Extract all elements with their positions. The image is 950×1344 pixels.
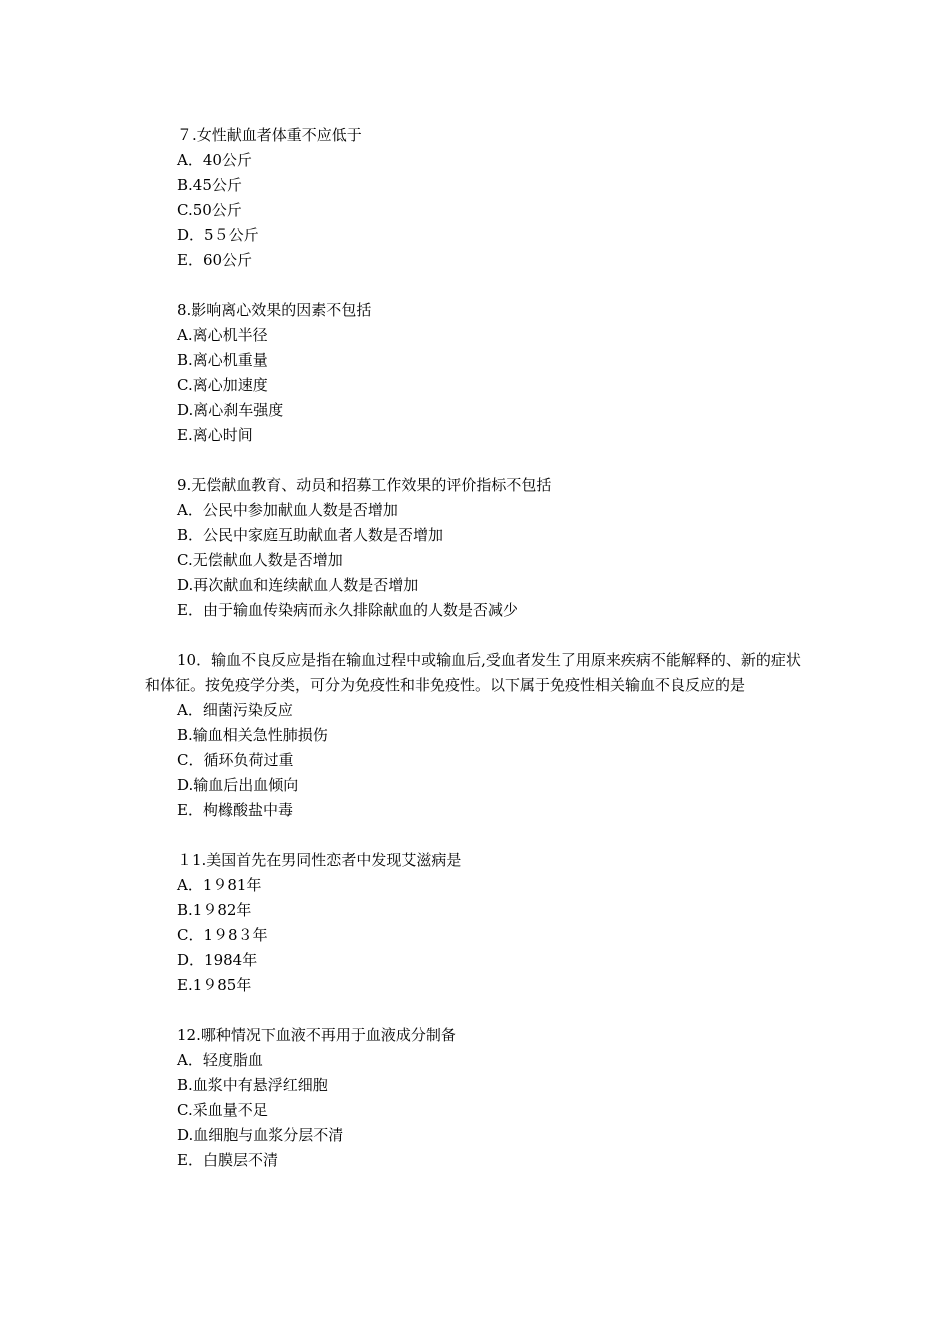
option-b: B.血浆中有悬浮红细胞 bbox=[177, 1076, 328, 1094]
option-b: B.45公斤 bbox=[177, 176, 242, 194]
question-9 bbox=[145, 473, 820, 623]
question-list bbox=[145, 123, 820, 1198]
option-c: C.采血量不足 bbox=[177, 1101, 268, 1119]
question-7 bbox=[145, 123, 820, 273]
option-e: E．白膜层不清 bbox=[177, 1151, 278, 1169]
option-d: D.离心刹车强度 bbox=[177, 401, 284, 419]
option-c: C．1９8３年 bbox=[177, 926, 268, 944]
option-e: E．由于输血传染病而永久排除献血的人数是否减少 bbox=[177, 601, 518, 619]
question-stem: 10．输血不良反应是指在输血过程中或输血后,受血者发生了用原来疾病不能解释的、新的症状和体征。按免疫学分类，可分为免疫性和非免疫性。以下属于免疫性相关输血不良反应的是 bbox=[145, 651, 801, 694]
option-b: B.输血相关急性肺损伤 bbox=[177, 726, 328, 744]
option-e: E．枸橼酸盐中毒 bbox=[177, 801, 293, 819]
question-stem: ７.女性献血者体重不应低于 bbox=[177, 126, 362, 144]
option-a: A．40公斤 bbox=[177, 151, 252, 169]
question-stem: 12.哪种情况下血液不再用于血液成分制备 bbox=[177, 1026, 456, 1044]
option-e: E.离心时间 bbox=[177, 426, 253, 444]
option-a: A．1９81年 bbox=[177, 876, 262, 894]
option-a: A．细菌污染反应 bbox=[177, 701, 293, 719]
option-d: D.血细胞与血浆分层不清 bbox=[177, 1126, 344, 1144]
question-stem: 9.无偿献血教育、动员和招募工作效果的评价指标不包括 bbox=[177, 476, 552, 494]
option-d: D.输血后出血倾向 bbox=[177, 776, 299, 794]
option-b: B.1９82年 bbox=[177, 901, 252, 919]
option-e: E．60公斤 bbox=[177, 251, 253, 269]
question-8 bbox=[145, 298, 820, 448]
option-c: C.无偿献血人数是否增加 bbox=[177, 551, 343, 569]
option-b: B.离心机重量 bbox=[177, 351, 268, 369]
option-c: C.50公斤 bbox=[177, 201, 242, 219]
question-stem: １1.美国首先在男同性恋者中发现艾滋病是 bbox=[177, 851, 462, 869]
option-d: D.再次献血和连续献血人数是否增加 bbox=[177, 576, 419, 594]
question-12 bbox=[145, 1023, 820, 1173]
option-d: D．5５公斤 bbox=[177, 226, 259, 244]
question-stem: 8.影响离心效果的因素不包括 bbox=[177, 301, 372, 319]
question-10 bbox=[145, 648, 820, 823]
option-a: A．公民中参加献血人数是否增加 bbox=[177, 501, 398, 519]
option-a: A.离心机半径 bbox=[177, 326, 268, 344]
option-b: B．公民中家庭互助献血者人数是否增加 bbox=[177, 526, 444, 544]
option-a: A．轻度脂血 bbox=[177, 1051, 263, 1069]
option-e: E.1９85年 bbox=[177, 976, 252, 994]
option-c: C．循环负荷过重 bbox=[177, 751, 294, 769]
option-d: D．1984年 bbox=[177, 951, 258, 969]
option-c: C.离心加速度 bbox=[177, 376, 268, 394]
question-11 bbox=[145, 848, 820, 998]
